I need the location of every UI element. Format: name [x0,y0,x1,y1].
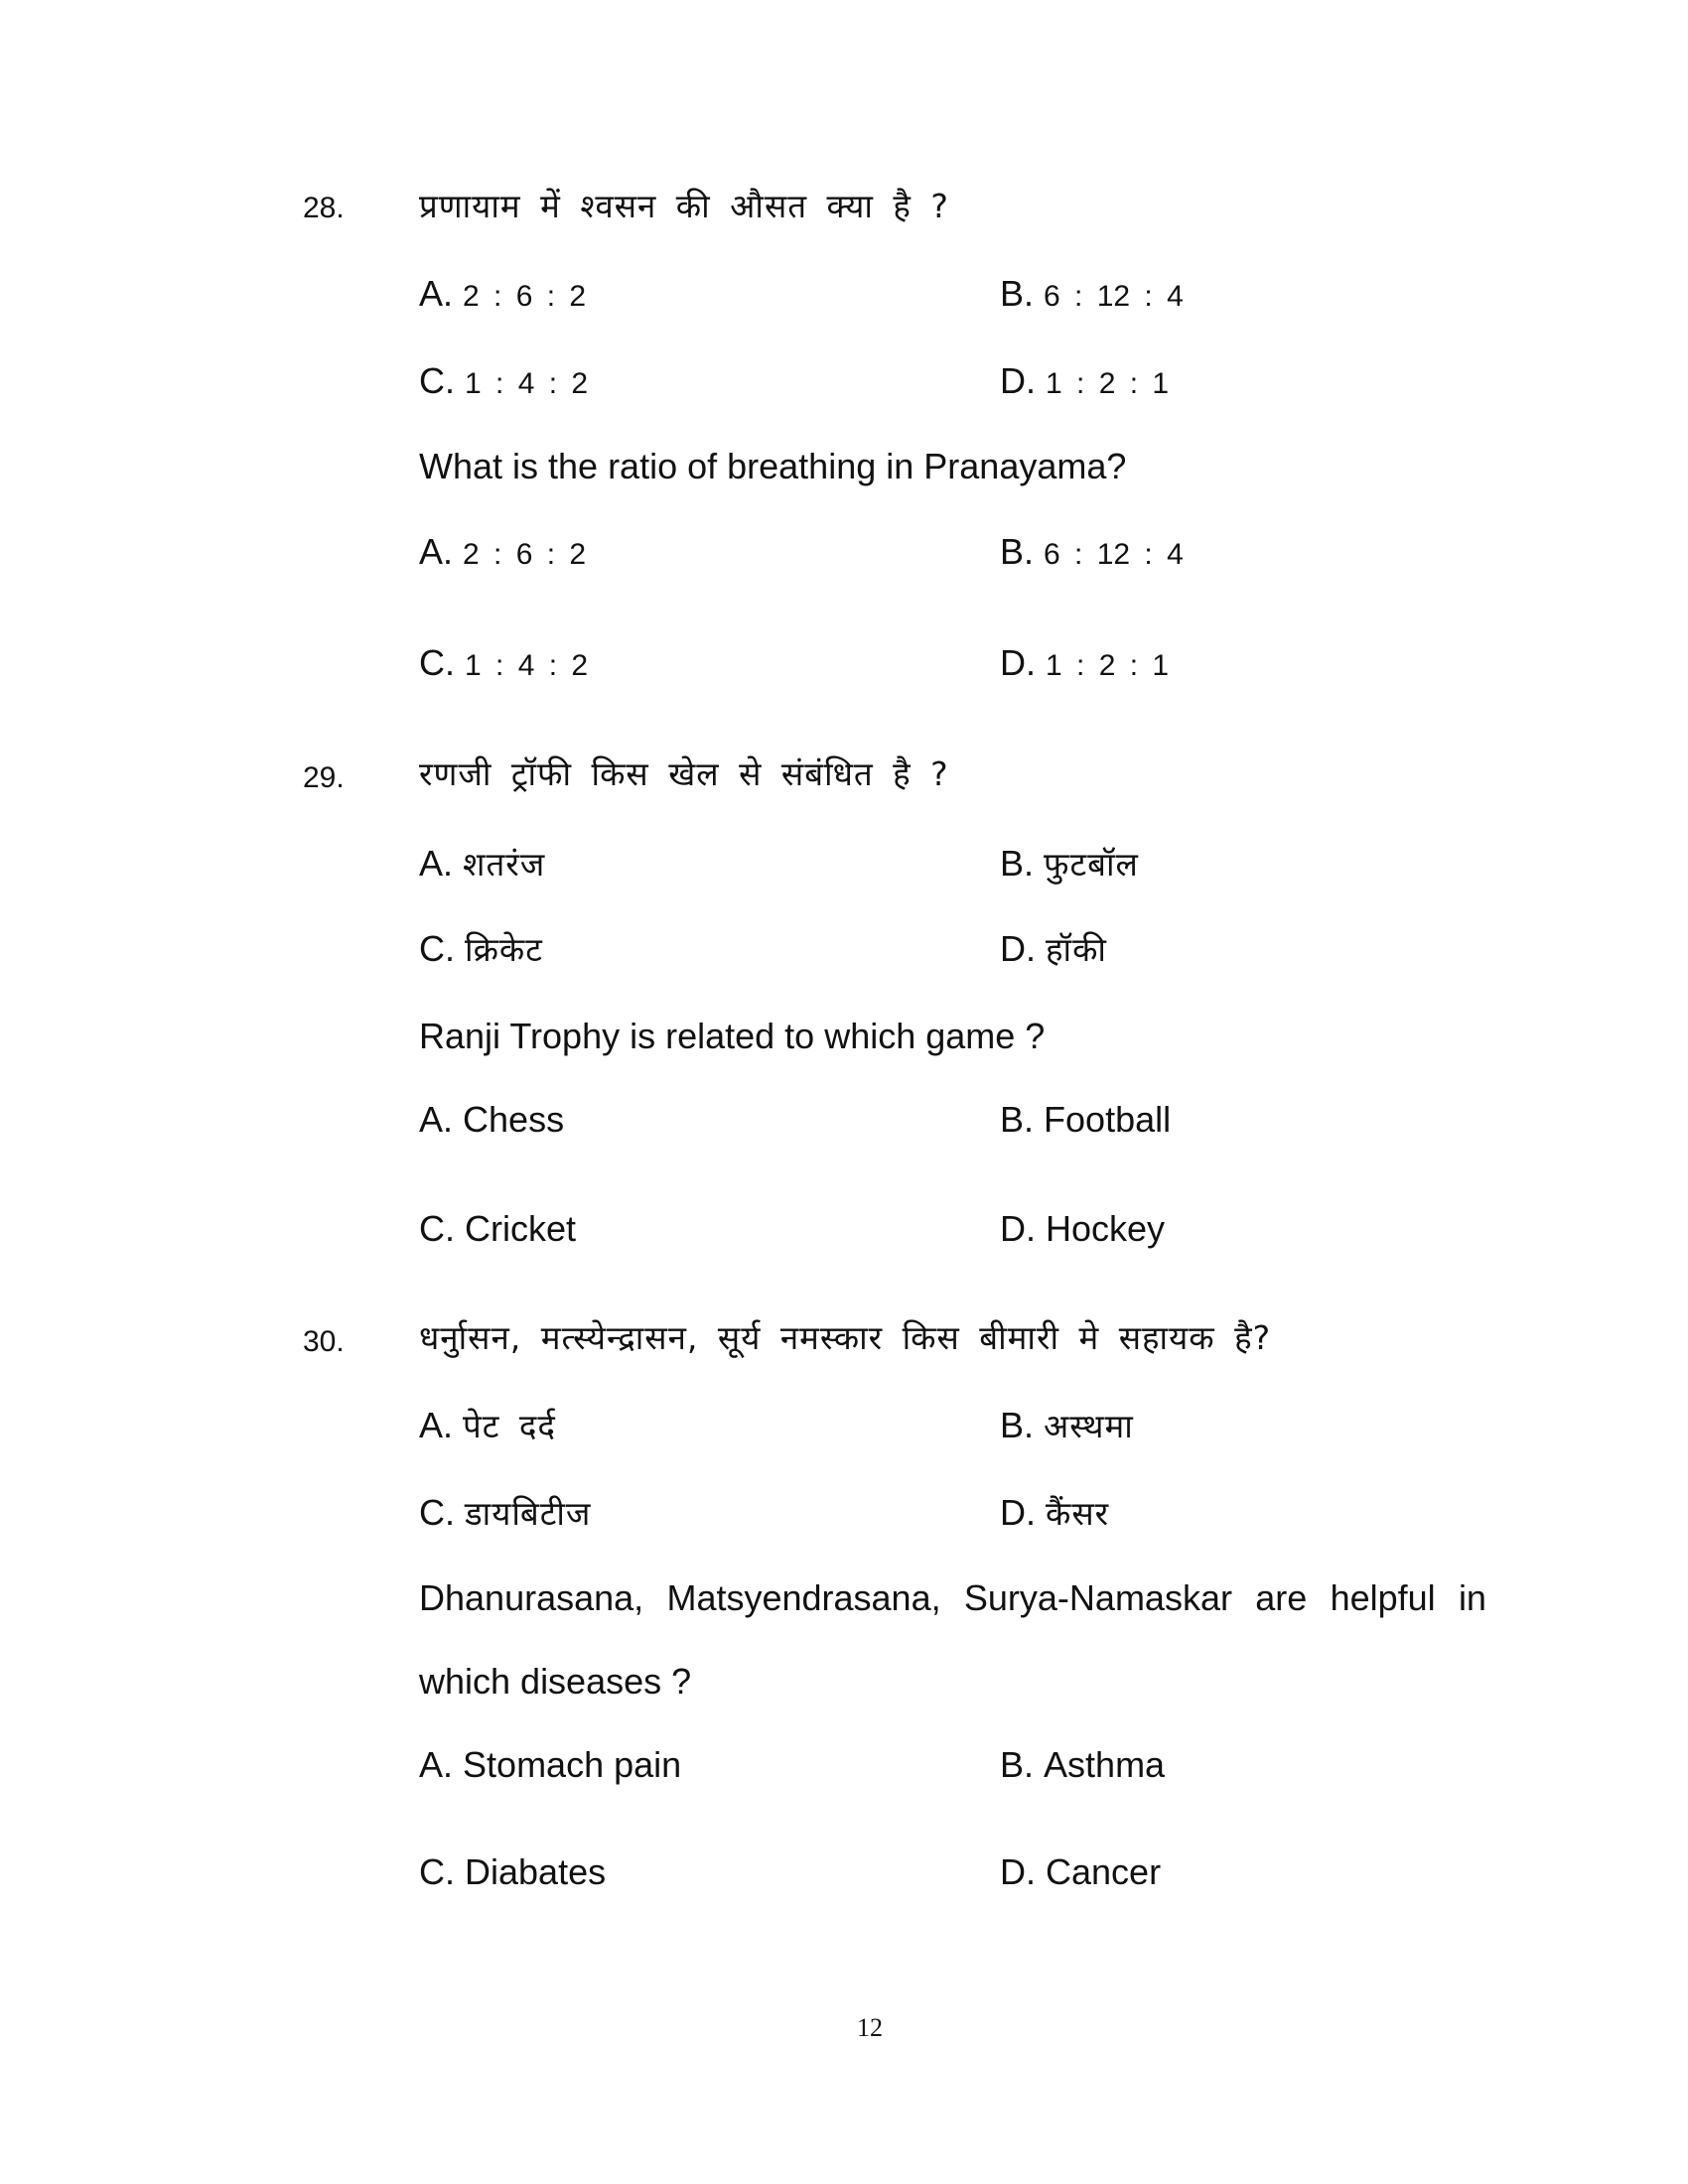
option-b [1000,1743,1165,1787]
option-letter: C. [419,928,455,969]
option-d [1000,1491,1109,1536]
option-text: Stomach pain [463,1744,682,1785]
question-text-hindi: धर्नुासन, मत्स्येन्द्रासन, सूर्य नमस्कार किस बीमारी मे सहायक है? [419,1318,1272,1357]
option-letter: B. [1000,273,1035,314]
question-number: 29. [303,761,345,794]
option-letter: B. [1000,843,1035,884]
option-text: 2 : 6 : 2 [463,538,587,571]
option-letter: A. [419,1099,454,1140]
question-text-english: Ranji Trophy is related to which game ? [419,1016,1046,1056]
option-letter: C. [419,1208,455,1249]
option-text: Hockey [1046,1208,1166,1249]
option-d [1000,359,1169,406]
option-text: शतरंज [463,845,546,884]
option-d [1000,641,1169,688]
option-text: Asthma [1044,1744,1166,1785]
option-d [1000,927,1107,972]
option-text: Football [1044,1099,1172,1140]
option-c [419,1491,591,1536]
option-a [419,1404,556,1448]
option-text: 1 : 2 : 1 [1046,367,1170,400]
option-text: फुटबॉल [1044,845,1139,884]
option-letter: A. [419,531,454,572]
option-text: क्रिकेट [465,930,543,969]
option-letter: C. [419,642,455,683]
question-text-hindi: प्रणायाम में श्वसन की औसत क्या है ? [419,187,949,225]
word: Dhanurasana, [419,1577,644,1618]
option-text: Cancer [1046,1851,1162,1892]
option-letter: C. [419,1851,455,1892]
option-text: डायबिटीज [465,1494,592,1533]
option-text: हॉकी [1046,930,1107,969]
option-letter: A. [419,273,454,314]
option-letter: D. [1000,928,1036,969]
option-c [419,927,543,972]
option-text: कैंसर [1046,1494,1110,1533]
question-text-english: What is the ratio of breathing in Pranayama? [419,446,1127,486]
option-text: 6 : 12 : 4 [1044,280,1184,313]
option-text: अस्थमा [1044,1407,1134,1445]
option-text: Cricket [465,1208,577,1249]
option-letter: B. [1000,1744,1035,1785]
option-a [419,272,586,319]
word: in [1458,1577,1486,1618]
option-c [419,1850,606,1894]
question-text-english-line1 [419,1576,1486,1620]
option-text: 6 : 12 : 4 [1044,538,1184,571]
option-a [419,530,586,577]
option-letter: B. [1000,1099,1035,1140]
option-c [419,641,588,688]
option-d [1000,1850,1161,1894]
option-letter: D. [1000,642,1036,683]
word: are [1255,1577,1308,1618]
option-b [1000,1098,1171,1142]
option-a [419,1743,681,1787]
option-d [1000,1207,1165,1251]
option-b [1000,272,1184,319]
option-letter: C. [419,1492,455,1533]
option-letter: D. [1000,1208,1036,1249]
option-text: 1 : 2 : 1 [1046,649,1170,682]
option-letter: B. [1000,531,1035,572]
option-text: Diabates [465,1851,607,1892]
option-a [419,842,545,887]
word: Matsyendrasana, [666,1577,941,1618]
option-b [1000,1404,1134,1448]
option-b [1000,530,1184,577]
option-letter: A. [419,1744,454,1785]
question-number: 28. [303,192,345,224]
option-letter: A. [419,843,454,884]
option-text: पेट दर्द [463,1407,556,1445]
question-number: 30. [303,1325,345,1358]
option-letter: C. [419,360,455,401]
option-text: Chess [463,1099,565,1140]
option-c [419,1207,576,1251]
page-number: 12 [857,2013,883,2042]
option-text: 1 : 4 : 2 [465,649,589,682]
option-letter: D. [1000,1492,1036,1533]
option-letter: B. [1000,1405,1035,1445]
word: helpful [1330,1577,1436,1618]
question-text-hindi: रणजी ट्रॉफी किस खेल से संबंधित है ? [419,754,949,793]
option-text: 2 : 6 : 2 [463,280,587,313]
option-text: 1 : 4 : 2 [465,367,589,400]
option-letter: A. [419,1405,454,1445]
option-c [419,359,588,406]
option-b [1000,842,1139,887]
option-a [419,1098,564,1142]
word: Surya-Namaskar [963,1577,1232,1618]
option-letter: D. [1000,1851,1036,1892]
question-text-english-line2: which diseases ? [419,1661,692,1702]
option-letter: D. [1000,360,1036,401]
